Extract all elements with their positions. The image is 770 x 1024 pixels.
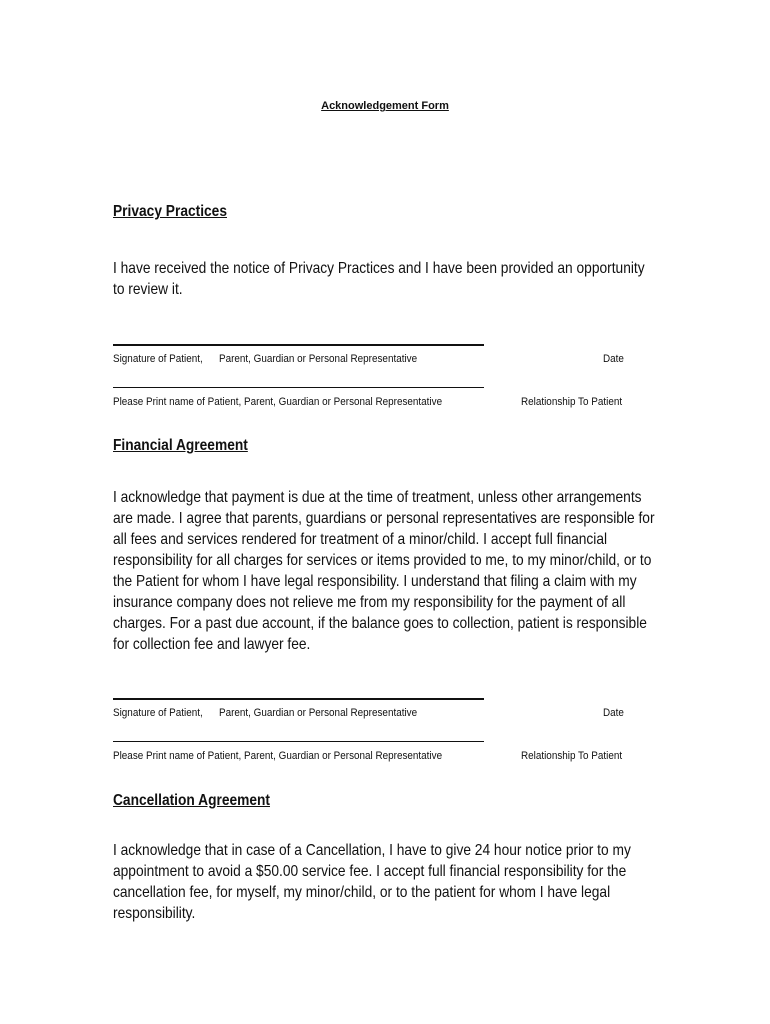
financial-print-name-line bbox=[113, 741, 484, 742]
privacy-print-name-label: Please Print name of Patient, Parent, Guardian or Personal Representative bbox=[113, 396, 443, 408]
privacy-date-label: Date bbox=[603, 353, 624, 365]
cancellation-text: I acknowledge that in case of a Cancellation, I have to give 24 hour notice prior to my appointment to avoid a $50.00 service fee. I accept full financial responsibility for the cancellation fee, for myself, my minor/child, or to the patient for whom I have legal responsibility. bbox=[113, 842, 631, 922]
financial-text: I acknowledge that payment is due at the time of treatment, unless other arrangements are made. I agree that parents, guardians or personal representatives are responsible for all fees and services rendered for treatment of a minor/child. I accept full financial responsibility for all charges for services or items provided to me, to my minor/child, or to the Patient for whom I have legal responsibility. I understand that filing a claim with my insurance company does not relieve me from my responsibility for the payment of all charges. For a past due account, if the balance goes to collection, patient is responsible for collection fee and lawyer fee. bbox=[113, 489, 655, 653]
privacy-text: I have received the notice of Privacy Practices and I have been provided an opportunity to review it. bbox=[113, 260, 645, 298]
financial-date-label: Date bbox=[603, 707, 624, 719]
financial-signature-label: Signature of Patient, bbox=[113, 707, 203, 719]
privacy-signature-line bbox=[113, 344, 484, 346]
form-title: Acknowledgement Form bbox=[321, 100, 449, 112]
privacy-relationship-label: Relationship To Patient bbox=[521, 396, 623, 408]
privacy-guardian-label: Parent, Guardian or Personal Representative bbox=[219, 353, 418, 365]
cancellation-heading: Cancellation Agreement bbox=[113, 792, 271, 809]
financial-guardian-label: Parent, Guardian or Personal Representative bbox=[219, 707, 418, 719]
privacy-heading: Privacy Practices bbox=[113, 203, 227, 220]
financial-signature-line bbox=[113, 698, 484, 700]
financial-relationship-label: Relationship To Patient bbox=[521, 750, 623, 762]
privacy-signature-label: Signature of Patient, bbox=[113, 353, 203, 365]
financial-print-name-label: Please Print name of Patient, Parent, Guardian or Personal Representative bbox=[113, 750, 443, 762]
financial-heading: Financial Agreement bbox=[113, 437, 248, 454]
privacy-print-name-line bbox=[113, 387, 484, 388]
